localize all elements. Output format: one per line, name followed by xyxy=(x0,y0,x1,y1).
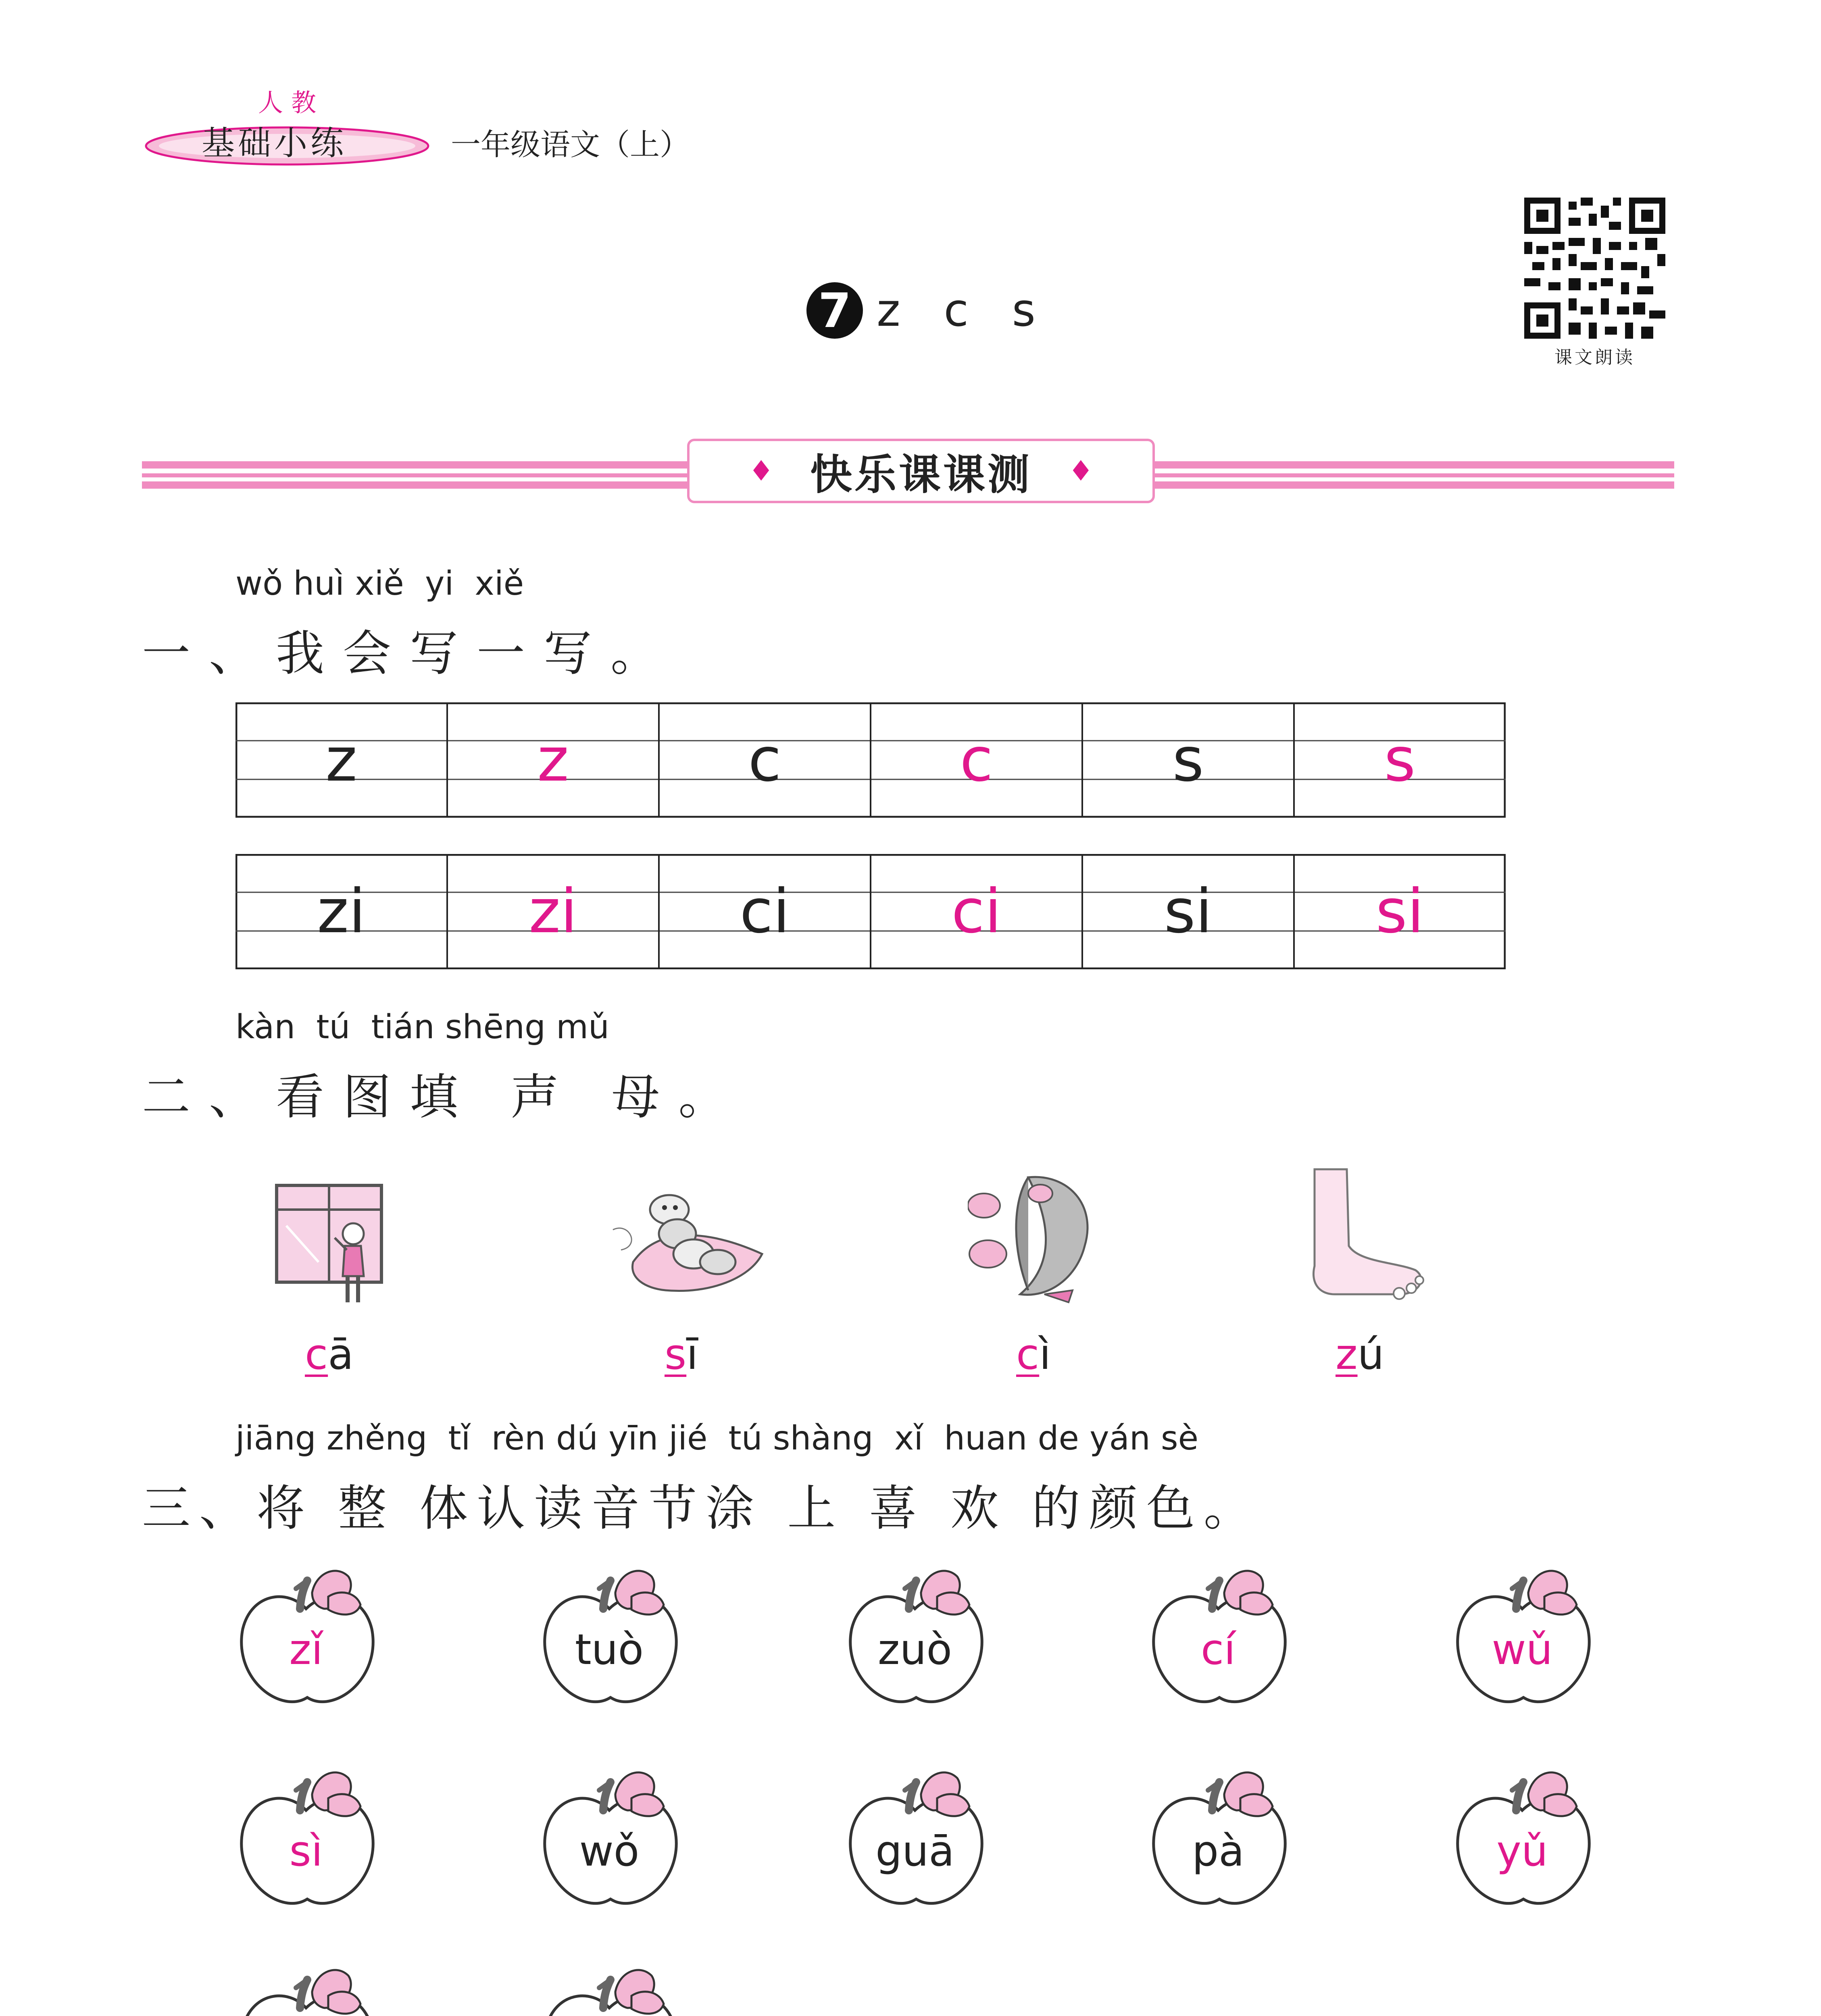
answer-cell[interactable]: z xyxy=(537,725,569,795)
model-cell[interactable]: ci xyxy=(740,877,790,947)
section2-title: 二、看图填 声 母。 xyxy=(142,1069,746,1125)
picture-label-2 xyxy=(665,1330,698,1379)
brand-name: 基础小练 xyxy=(202,124,347,162)
apple-label: zǐ xyxy=(289,1625,323,1674)
apple-syllable[interactable] xyxy=(235,1766,389,1923)
picture-label-4 xyxy=(1336,1330,1384,1379)
apple-label: pà xyxy=(1192,1826,1244,1876)
final: ì xyxy=(1039,1330,1051,1379)
apple-syllable[interactable] xyxy=(1148,1564,1301,1722)
lesson-number-badge: 7 xyxy=(806,282,863,339)
section3-title: 三、将 整 体认读音节涂 上 喜 欢 的颜色。 xyxy=(142,1481,1261,1537)
apple-icon xyxy=(539,1964,692,2016)
apple-label: guā xyxy=(875,1826,954,1876)
apple-syllable[interactable] xyxy=(844,1766,998,1923)
window-wiping-icon xyxy=(274,1169,391,1306)
book-title: 一年级语文（上） xyxy=(451,127,690,162)
apple-label: tuò xyxy=(575,1625,644,1674)
section3-pinyin: jiāng zhěng tǐ rèn dú yīn jié tú shàng xǐ huan de yán sè xyxy=(235,1419,1199,1458)
apple-syllable[interactable] xyxy=(844,1564,998,1722)
apple-syllable[interactable] xyxy=(235,1564,389,1722)
model-cell[interactable]: z xyxy=(325,725,357,795)
final: ú xyxy=(1357,1330,1384,1379)
picture-label-3 xyxy=(1016,1330,1051,1379)
answer-cell[interactable]: s xyxy=(1384,725,1416,795)
final: ī xyxy=(686,1330,698,1379)
lesson-title: z c s xyxy=(877,284,1050,337)
answer-cell[interactable]: c xyxy=(960,725,993,795)
initial-answer: s xyxy=(665,1330,687,1379)
diamond-icon: ♦ xyxy=(1068,454,1094,487)
final: ā xyxy=(328,1330,354,1379)
apple-label: cí xyxy=(1200,1625,1236,1674)
section1-title: 一、我会写一写。 xyxy=(142,626,677,682)
model-cell[interactable]: zi xyxy=(317,877,366,947)
initial-answer: z xyxy=(1336,1330,1358,1379)
apple-syllable[interactable] xyxy=(539,1564,692,1722)
writing-grid-letters xyxy=(235,702,1506,818)
answer-cell[interactable]: ci xyxy=(951,877,1002,947)
apple-syllable[interactable] xyxy=(539,1766,692,1923)
brand-publisher: 人教 xyxy=(258,88,325,117)
foot-icon xyxy=(1298,1165,1427,1302)
banner-title: 快乐课课测 xyxy=(810,450,1032,499)
silkworm-icon xyxy=(605,1173,766,1302)
qr-caption: 课文朗读 xyxy=(1554,347,1635,368)
writing-grid-syllables xyxy=(235,854,1506,969)
initial-answer: c xyxy=(305,1330,328,1379)
apple-syllable[interactable] xyxy=(1452,1766,1605,1923)
apple-label: wǒ xyxy=(579,1826,640,1876)
diamond-icon: ♦ xyxy=(748,454,774,487)
apple-label: yǔ xyxy=(1496,1826,1548,1876)
apple-syllable[interactable] xyxy=(539,1964,692,2016)
apple-syllable[interactable] xyxy=(1148,1766,1301,1923)
qr-code-icon[interactable] xyxy=(1524,198,1665,339)
answer-cell[interactable]: zi xyxy=(529,877,577,947)
banner-box xyxy=(687,439,1155,503)
apple-syllable[interactable] xyxy=(235,1964,389,2016)
model-cell[interactable]: s xyxy=(1172,725,1204,795)
apple-icon xyxy=(235,1964,389,2016)
hedgehog-icon xyxy=(968,1169,1101,1306)
model-cell[interactable]: si xyxy=(1164,877,1213,947)
answer-cell[interactable]: si xyxy=(1375,877,1424,947)
apple-label: wǔ xyxy=(1492,1625,1553,1674)
lesson-heading xyxy=(806,278,1050,343)
picture-label-1 xyxy=(305,1330,354,1379)
initial-answer: c xyxy=(1016,1330,1040,1379)
apple-syllable[interactable] xyxy=(1452,1564,1605,1722)
model-cell[interactable]: c xyxy=(748,725,781,795)
apple-label: sì xyxy=(289,1826,323,1876)
apple-label: zuò xyxy=(877,1625,952,1674)
section1-pinyin: wǒ huì xiě yi xiě xyxy=(235,564,524,603)
section2-pinyin: kàn tú tián shēng mǔ xyxy=(235,1008,609,1046)
